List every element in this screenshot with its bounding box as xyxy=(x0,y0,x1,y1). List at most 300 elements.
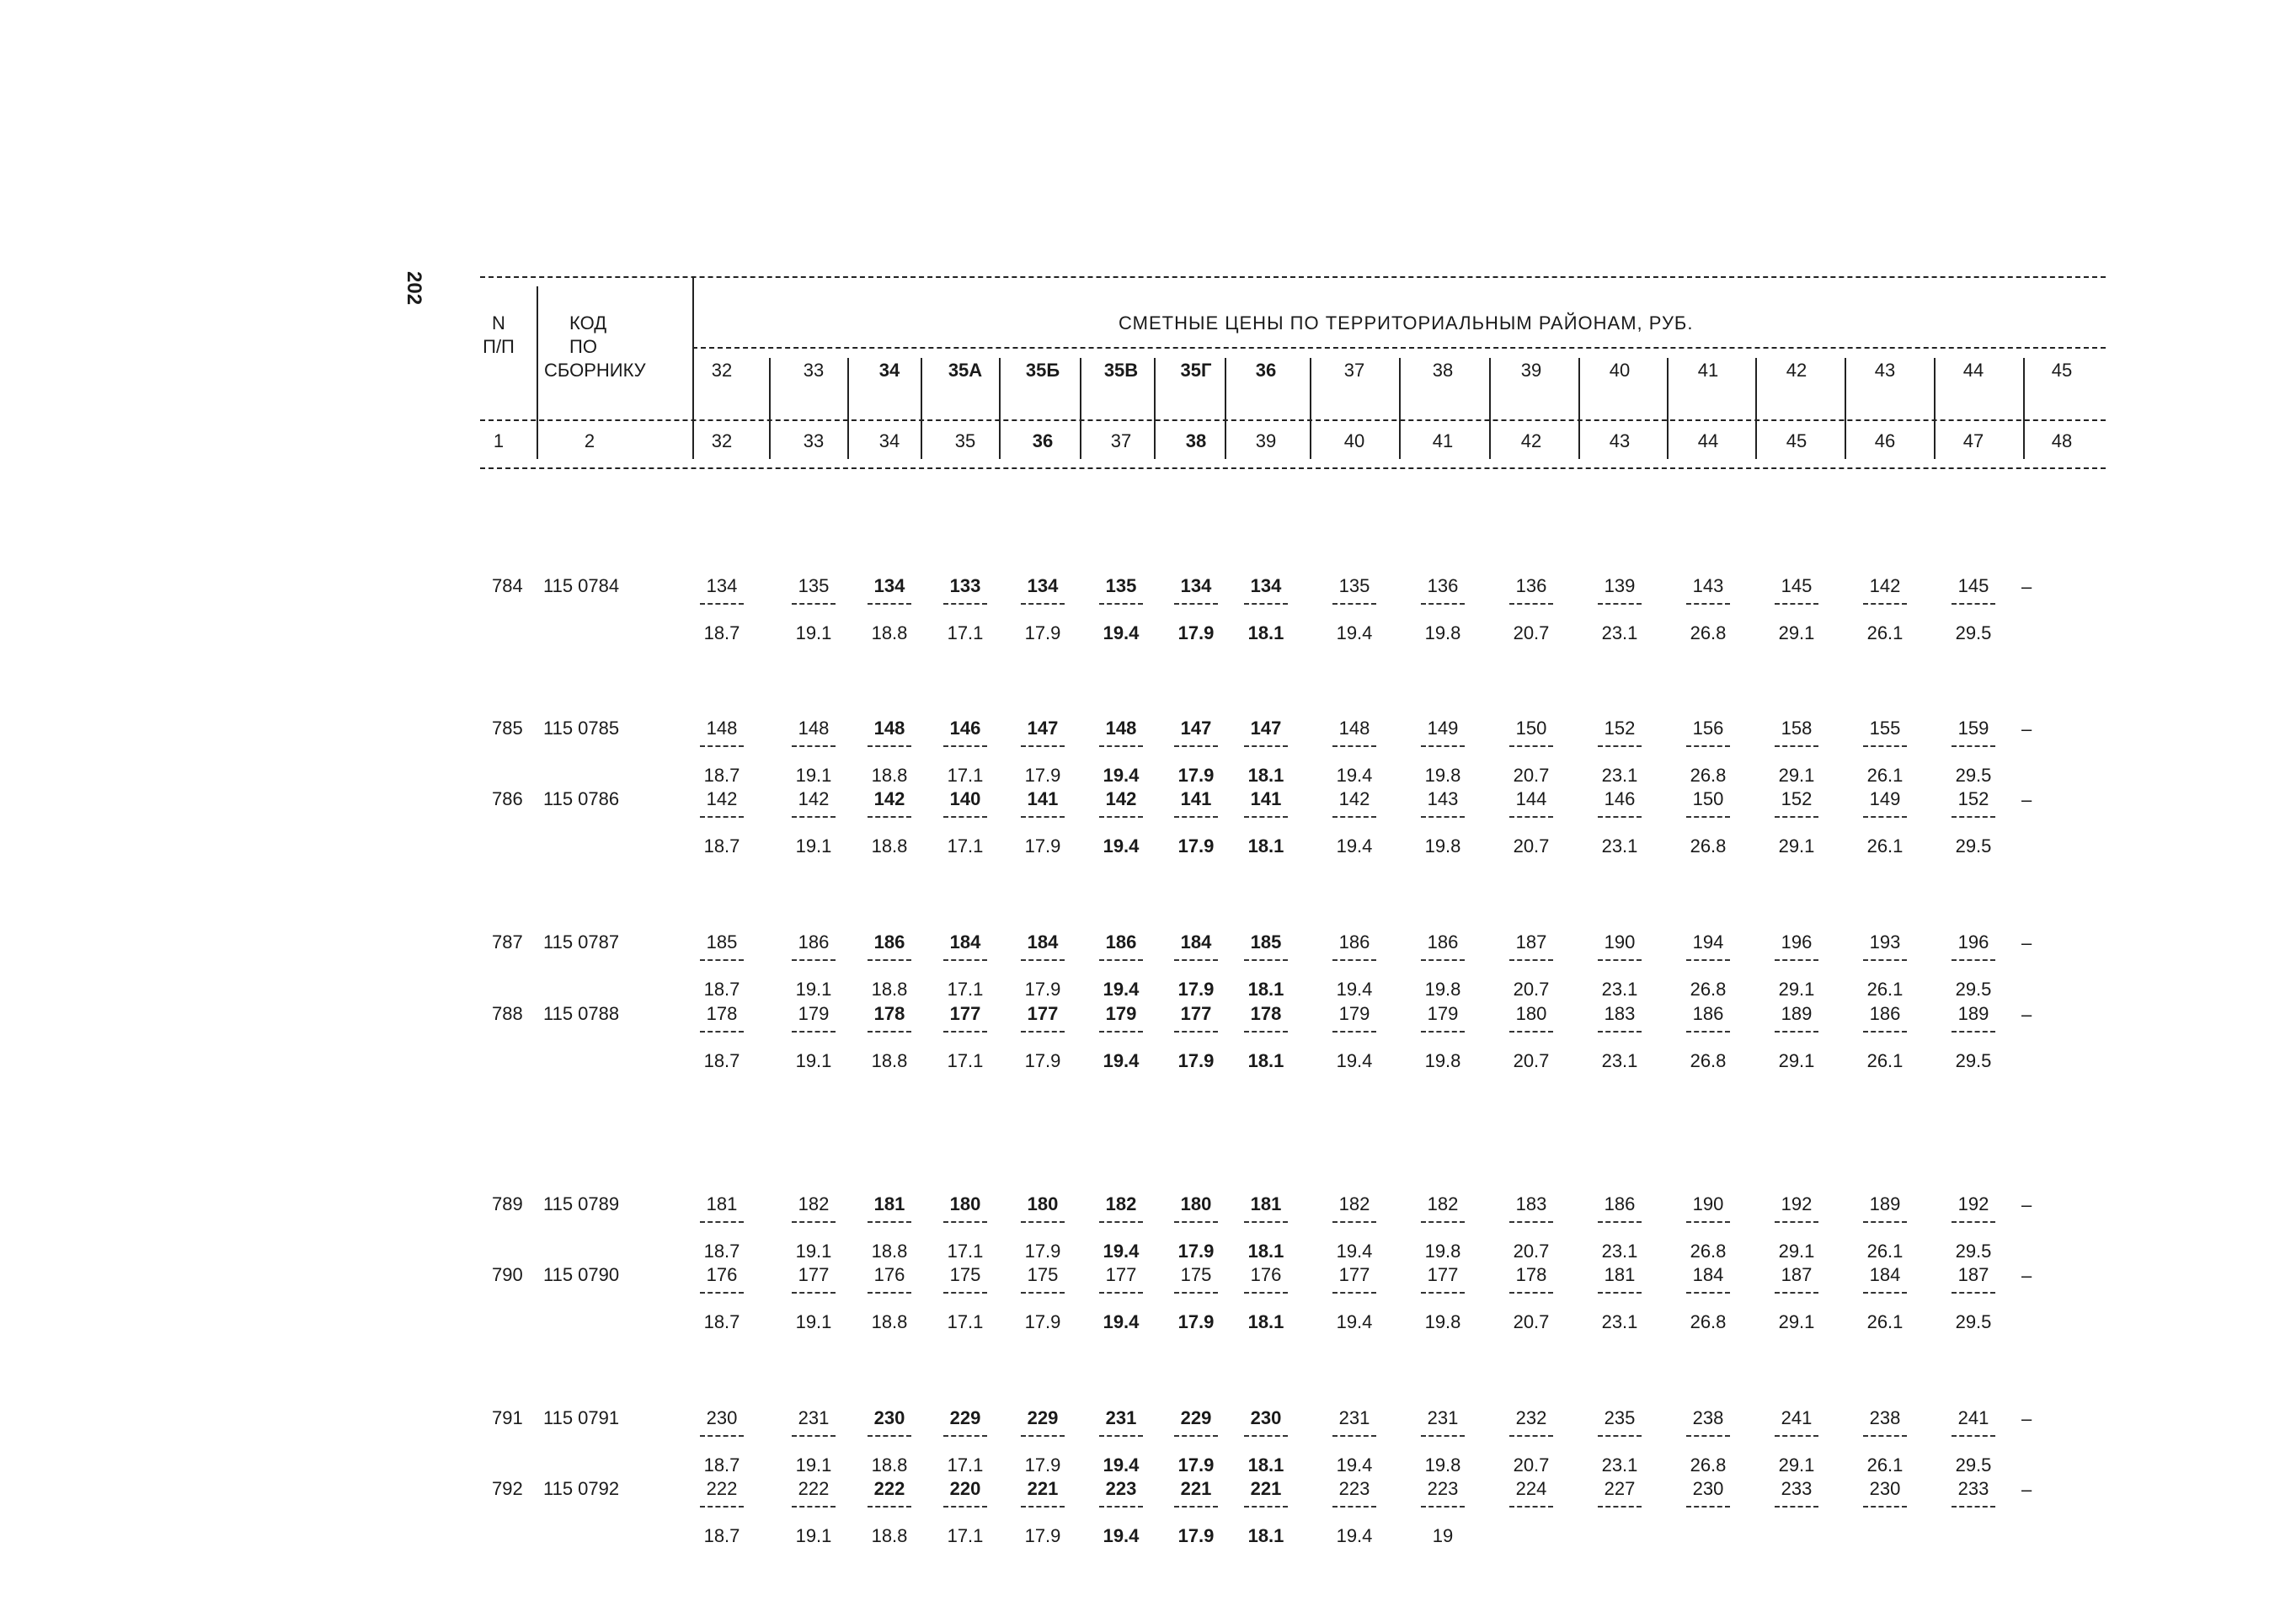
coef-value: 17.9 xyxy=(1024,622,1061,643)
coef-value: 19.4 xyxy=(1103,622,1140,643)
coef-value: 19.4 xyxy=(1103,1241,1140,1262)
fraction-rule xyxy=(1244,1031,1288,1033)
no-value-dash: – xyxy=(2021,1004,2032,1025)
coef-value: 19.1 xyxy=(795,1241,832,1262)
fraction-rule xyxy=(792,1506,836,1508)
coef-value: 18.7 xyxy=(703,1050,740,1071)
col-number: 35 xyxy=(954,430,976,451)
coef-value: 17.9 xyxy=(1177,1454,1215,1476)
fraction-rule xyxy=(1863,745,1907,747)
price-value: 178 xyxy=(1515,1264,1547,1285)
fraction-rule xyxy=(1099,959,1143,961)
coef-value: 29.1 xyxy=(1778,979,1815,1000)
price-value: 143 xyxy=(1427,788,1459,809)
price-value: 141 xyxy=(1250,788,1282,809)
fraction-rule xyxy=(1509,1221,1553,1223)
coef-value: 19.4 xyxy=(1336,1525,1373,1546)
fraction-rule xyxy=(1775,816,1818,818)
col-number: 33 xyxy=(803,430,825,451)
price-value: 232 xyxy=(1515,1407,1547,1428)
fraction-rule xyxy=(1244,603,1288,605)
price-value: 147 xyxy=(1250,718,1282,739)
coef-value: 18.7 xyxy=(703,622,740,643)
fraction-rule xyxy=(700,603,744,605)
coef-value: 18.1 xyxy=(1247,1454,1284,1476)
fraction-rule xyxy=(1099,1506,1143,1508)
coef-value: 17.9 xyxy=(1024,1454,1061,1476)
fraction-rule xyxy=(1686,1435,1730,1437)
price-value: 229 xyxy=(1180,1407,1212,1428)
coef-value: 20.7 xyxy=(1513,765,1550,786)
fraction-rule xyxy=(1421,816,1465,818)
price-value: 140 xyxy=(949,788,981,809)
fraction-rule xyxy=(1244,1506,1288,1508)
fraction-rule xyxy=(1509,816,1553,818)
row-number: 784 xyxy=(492,575,523,596)
fraction-rule xyxy=(1421,1221,1465,1223)
fraction-rule xyxy=(943,1292,987,1294)
row-number: 792 xyxy=(492,1478,523,1499)
district-label: 41 xyxy=(1697,360,1719,381)
header-vrule xyxy=(1755,358,1757,459)
district-label: 45 xyxy=(2051,360,2073,381)
price-value: 136 xyxy=(1427,575,1459,596)
coef-value: 26.1 xyxy=(1866,765,1904,786)
coef-value: 18.1 xyxy=(1247,979,1284,1000)
coef-value: 26.1 xyxy=(1866,1050,1904,1071)
col-code-label: ПО xyxy=(569,336,597,357)
price-value: 184 xyxy=(949,931,981,953)
price-value: 187 xyxy=(1957,1264,1989,1285)
district-label: 35В xyxy=(1103,360,1139,381)
coef-value: 17.9 xyxy=(1177,1311,1215,1332)
price-value: 148 xyxy=(798,718,830,739)
header-top-rule xyxy=(480,276,2106,278)
fraction-rule xyxy=(1863,603,1907,605)
coef-value: 17.9 xyxy=(1024,1311,1061,1332)
header-vrule xyxy=(769,358,771,459)
coef-value: 18.8 xyxy=(871,622,908,643)
coef-value: 19.8 xyxy=(1424,765,1461,786)
price-value: 136 xyxy=(1515,575,1547,596)
no-value-dash: – xyxy=(2021,1408,2032,1429)
price-value: 233 xyxy=(1957,1478,1989,1499)
fraction-rule xyxy=(792,745,836,747)
price-value: 142 xyxy=(873,788,905,809)
coef-value: 17.9 xyxy=(1024,979,1061,1000)
price-value: 231 xyxy=(1427,1407,1459,1428)
fraction-rule xyxy=(1952,1031,1995,1033)
fraction-rule xyxy=(1686,1221,1730,1223)
price-value: 141 xyxy=(1027,788,1059,809)
fraction-rule xyxy=(1509,1031,1553,1033)
coef-value: 20.7 xyxy=(1513,1311,1550,1332)
coef-value: 19.1 xyxy=(795,1311,832,1332)
price-value: 230 xyxy=(1869,1478,1901,1499)
fraction-rule xyxy=(1174,1221,1218,1223)
fraction-rule xyxy=(1174,745,1218,747)
coef-value: 19.1 xyxy=(795,835,832,857)
price-value: 178 xyxy=(706,1003,738,1024)
fraction-rule xyxy=(1021,1506,1065,1508)
fraction-rule xyxy=(1421,1506,1465,1508)
fraction-rule xyxy=(1775,1031,1818,1033)
row-code: 115 0788 xyxy=(543,1003,620,1024)
price-value: 186 xyxy=(1692,1003,1724,1024)
price-value: 189 xyxy=(1781,1003,1813,1024)
fraction-rule xyxy=(1021,959,1065,961)
price-value: 148 xyxy=(1338,718,1370,739)
header-vrule xyxy=(1225,358,1226,459)
price-value: 134 xyxy=(873,575,905,596)
row-number: 786 xyxy=(492,788,523,809)
no-value-dash: – xyxy=(2021,576,2032,597)
price-value: 134 xyxy=(706,575,738,596)
fraction-rule xyxy=(1509,1292,1553,1294)
fraction-rule xyxy=(1775,959,1818,961)
col-number: 38 xyxy=(1185,430,1207,451)
price-value: 221 xyxy=(1180,1478,1212,1499)
fraction-rule xyxy=(868,1221,911,1223)
coef-value: 19.4 xyxy=(1103,835,1140,857)
price-value: 229 xyxy=(1027,1407,1059,1428)
price-value: 134 xyxy=(1250,575,1282,596)
coef-value: 19.1 xyxy=(795,622,832,643)
coef-value: 26.1 xyxy=(1866,622,1904,643)
coef-value: 20.7 xyxy=(1513,1241,1550,1262)
price-value: 222 xyxy=(873,1478,905,1499)
fraction-rule xyxy=(1244,1292,1288,1294)
price-value: 227 xyxy=(1604,1478,1636,1499)
price-value: 150 xyxy=(1692,788,1724,809)
header-vrule xyxy=(1578,358,1580,459)
price-value: 190 xyxy=(1692,1193,1724,1214)
fraction-rule xyxy=(1332,603,1376,605)
price-value: 135 xyxy=(1338,575,1370,596)
fraction-rule xyxy=(1686,603,1730,605)
coef-value: 26.1 xyxy=(1866,1311,1904,1332)
coef-value: 19.4 xyxy=(1336,835,1373,857)
coef-value: 29.5 xyxy=(1955,622,1992,643)
fraction-rule xyxy=(1598,1435,1642,1437)
price-value: 196 xyxy=(1781,931,1813,953)
col-number: 39 xyxy=(1255,430,1277,451)
coef-value: 19.8 xyxy=(1424,1454,1461,1476)
fraction-rule xyxy=(868,1435,911,1437)
coef-value: 29.5 xyxy=(1955,1454,1992,1476)
district-label: 34 xyxy=(878,360,900,381)
price-value: 180 xyxy=(1180,1193,1212,1214)
fraction-rule xyxy=(700,1031,744,1033)
col-number: 43 xyxy=(1609,430,1631,451)
coef-value: 29.5 xyxy=(1955,1241,1992,1262)
price-value: 177 xyxy=(1027,1003,1059,1024)
fraction-rule xyxy=(1686,816,1730,818)
district-label: 43 xyxy=(1874,360,1896,381)
price-value: 141 xyxy=(1180,788,1212,809)
coef-value: 19.4 xyxy=(1336,1311,1373,1332)
coef-value: 18.1 xyxy=(1247,1050,1284,1071)
row-number: 787 xyxy=(492,931,523,953)
price-value: 175 xyxy=(1027,1264,1059,1285)
coef-value: 23.1 xyxy=(1601,1241,1638,1262)
price-value: 230 xyxy=(1692,1478,1724,1499)
fraction-rule xyxy=(1863,1221,1907,1223)
row-code: 115 0786 xyxy=(543,788,620,809)
coef-value: 29.5 xyxy=(1955,835,1992,857)
fraction-rule xyxy=(943,745,987,747)
price-value: 177 xyxy=(949,1003,981,1024)
header-title: СМЕТНЫЕ ЦЕНЫ ПО ТЕРРИТОРИАЛЬНЫМ РАЙОНАМ, РУБ. xyxy=(1119,312,1694,334)
col-number: 41 xyxy=(1432,430,1454,451)
coef-value: 17.1 xyxy=(947,1050,984,1071)
fraction-rule xyxy=(1244,1221,1288,1223)
price-value: 134 xyxy=(1027,575,1059,596)
fraction-rule xyxy=(1775,1292,1818,1294)
coef-value: 18.1 xyxy=(1247,1525,1284,1546)
price-value: 142 xyxy=(1338,788,1370,809)
fraction-rule xyxy=(868,603,911,605)
coef-value: 23.1 xyxy=(1601,765,1638,786)
coef-value: 18.1 xyxy=(1247,765,1284,786)
price-value: 145 xyxy=(1781,575,1813,596)
coef-value: 19.4 xyxy=(1336,1050,1373,1071)
price-value: 187 xyxy=(1781,1264,1813,1285)
fraction-rule xyxy=(1244,1435,1288,1437)
fraction-rule xyxy=(700,816,744,818)
fraction-rule xyxy=(868,816,911,818)
coef-value: 17.1 xyxy=(947,1525,984,1546)
fraction-rule xyxy=(1021,1031,1065,1033)
price-value: 152 xyxy=(1781,788,1813,809)
fraction-rule xyxy=(1332,1292,1376,1294)
fraction-rule xyxy=(1863,959,1907,961)
coef-value: 26.8 xyxy=(1690,1241,1727,1262)
price-value: 184 xyxy=(1027,931,1059,953)
fraction-rule xyxy=(1598,1506,1642,1508)
price-value: 186 xyxy=(1338,931,1370,953)
price-value: 177 xyxy=(1427,1264,1459,1285)
coef-value: 26.1 xyxy=(1866,1454,1904,1476)
col-number: 46 xyxy=(1874,430,1896,451)
fraction-rule xyxy=(868,1031,911,1033)
coef-value: 17.9 xyxy=(1024,1525,1061,1546)
col-pp-label: П/П xyxy=(483,336,515,357)
coef-value: 18.8 xyxy=(871,1525,908,1546)
col-number: 37 xyxy=(1110,430,1132,451)
fraction-rule xyxy=(792,816,836,818)
coef-value: 18.7 xyxy=(703,765,740,786)
price-value: 184 xyxy=(1180,931,1212,953)
col-number: 34 xyxy=(878,430,900,451)
header-vrule xyxy=(999,358,1001,459)
col-index-2: 2 xyxy=(584,430,595,451)
coef-value: 29.1 xyxy=(1778,1454,1815,1476)
price-value: 176 xyxy=(873,1264,905,1285)
coef-value: 20.7 xyxy=(1513,835,1550,857)
price-value: 142 xyxy=(1869,575,1901,596)
coef-value: 17.9 xyxy=(1177,1241,1215,1262)
coef-value: 17.1 xyxy=(947,622,984,643)
price-value: 193 xyxy=(1869,931,1901,953)
district-label: 42 xyxy=(1786,360,1807,381)
price-value: 180 xyxy=(1515,1003,1547,1024)
col-n-label: N xyxy=(492,312,505,334)
price-value: 185 xyxy=(1250,931,1282,953)
col-number: 40 xyxy=(1343,430,1365,451)
price-value: 180 xyxy=(1027,1193,1059,1214)
fraction-rule xyxy=(943,603,987,605)
fraction-rule xyxy=(700,1506,744,1508)
header-vrule xyxy=(537,286,538,459)
price-value: 158 xyxy=(1781,718,1813,739)
district-label: 37 xyxy=(1343,360,1365,381)
coef-value: 29.5 xyxy=(1955,1311,1992,1332)
fraction-rule xyxy=(792,1292,836,1294)
price-value: 186 xyxy=(1869,1003,1901,1024)
fraction-rule xyxy=(868,745,911,747)
fraction-rule xyxy=(1952,1435,1995,1437)
fraction-rule xyxy=(1598,959,1642,961)
row-code: 115 0791 xyxy=(543,1407,620,1428)
row-number: 785 xyxy=(492,718,523,739)
price-value: 221 xyxy=(1027,1478,1059,1499)
price-value: 181 xyxy=(1604,1264,1636,1285)
price-value: 194 xyxy=(1692,931,1724,953)
fraction-rule xyxy=(1775,603,1818,605)
fraction-rule xyxy=(1863,1435,1907,1437)
coef-value: 18.1 xyxy=(1247,1311,1284,1332)
price-value: 155 xyxy=(1869,718,1901,739)
price-value: 196 xyxy=(1957,931,1989,953)
row-code: 115 0789 xyxy=(543,1193,620,1214)
coef-value: 17.9 xyxy=(1177,765,1215,786)
coef-value: 18.8 xyxy=(871,765,908,786)
no-value-dash: – xyxy=(2021,718,2032,739)
price-value: 176 xyxy=(706,1264,738,1285)
no-value-dash: – xyxy=(2021,1479,2032,1500)
fraction-rule xyxy=(1021,1292,1065,1294)
fraction-rule xyxy=(1598,1031,1642,1033)
price-value: 181 xyxy=(1250,1193,1282,1214)
price-value: 152 xyxy=(1957,788,1989,809)
price-value: 233 xyxy=(1781,1478,1813,1499)
price-value: 183 xyxy=(1515,1193,1547,1214)
coef-value: 17.9 xyxy=(1024,835,1061,857)
fraction-rule xyxy=(1244,816,1288,818)
price-value: 142 xyxy=(706,788,738,809)
coef-value: 26.1 xyxy=(1866,835,1904,857)
header-vrule xyxy=(1489,358,1491,459)
price-value: 223 xyxy=(1427,1478,1459,1499)
fraction-rule xyxy=(1332,816,1376,818)
fraction-rule xyxy=(1952,1506,1995,1508)
coef-value: 23.1 xyxy=(1601,622,1638,643)
fraction-rule xyxy=(1686,1292,1730,1294)
coef-value: 19.4 xyxy=(1336,765,1373,786)
district-label: 39 xyxy=(1520,360,1542,381)
fraction-rule xyxy=(1174,1292,1218,1294)
col-number: 44 xyxy=(1697,430,1719,451)
fraction-rule xyxy=(1174,1435,1218,1437)
fraction-rule xyxy=(943,1506,987,1508)
fraction-rule xyxy=(1775,1506,1818,1508)
fraction-rule xyxy=(1598,816,1642,818)
col-number: 42 xyxy=(1520,430,1542,451)
coef-value: 29.5 xyxy=(1955,979,1992,1000)
price-value: 186 xyxy=(873,931,905,953)
fraction-rule xyxy=(1421,603,1465,605)
coef-value: 19 xyxy=(1432,1525,1454,1546)
price-value: 230 xyxy=(1250,1407,1282,1428)
fraction-rule xyxy=(1332,1031,1376,1033)
fraction-rule xyxy=(1099,1435,1143,1437)
fraction-rule xyxy=(1421,1292,1465,1294)
fraction-rule xyxy=(1332,1221,1376,1223)
col-number: 45 xyxy=(1786,430,1807,451)
price-value: 182 xyxy=(798,1193,830,1214)
fraction-rule xyxy=(700,1292,744,1294)
coef-value: 19.8 xyxy=(1424,835,1461,857)
fraction-rule xyxy=(943,1221,987,1223)
fraction-rule xyxy=(1952,959,1995,961)
fraction-rule xyxy=(792,959,836,961)
row-code: 115 0784 xyxy=(543,575,620,596)
fraction-rule xyxy=(1775,1435,1818,1437)
price-value: 181 xyxy=(873,1193,905,1214)
fraction-rule xyxy=(1021,603,1065,605)
coef-value: 29.1 xyxy=(1778,765,1815,786)
fraction-rule xyxy=(1509,745,1553,747)
row-code: 115 0787 xyxy=(543,931,620,953)
header-vrule xyxy=(1310,358,1311,459)
fraction-rule xyxy=(943,1435,987,1437)
fraction-rule xyxy=(1421,1031,1465,1033)
fraction-rule xyxy=(1332,1506,1376,1508)
price-value: 134 xyxy=(1180,575,1212,596)
price-value: 146 xyxy=(1604,788,1636,809)
fraction-rule xyxy=(1686,745,1730,747)
price-value: 177 xyxy=(798,1264,830,1285)
price-value: 229 xyxy=(949,1407,981,1428)
col-number: 47 xyxy=(1962,430,1984,451)
col-number: 32 xyxy=(711,430,733,451)
fraction-rule xyxy=(1021,745,1065,747)
coef-value: 19.4 xyxy=(1336,1241,1373,1262)
price-value: 142 xyxy=(1105,788,1137,809)
coef-value: 19.4 xyxy=(1103,1311,1140,1332)
col-code-label: СБОРНИКУ xyxy=(544,360,646,381)
price-value: 186 xyxy=(1604,1193,1636,1214)
coef-value: 18.8 xyxy=(871,979,908,1000)
no-value-dash: – xyxy=(2021,1265,2032,1286)
price-value: 139 xyxy=(1604,575,1636,596)
price-value: 182 xyxy=(1338,1193,1370,1214)
coef-value: 19.1 xyxy=(795,1454,832,1476)
coef-value: 20.7 xyxy=(1513,1454,1550,1476)
fraction-rule xyxy=(700,1435,744,1437)
fraction-rule xyxy=(1174,603,1218,605)
fraction-rule xyxy=(1021,1435,1065,1437)
fraction-rule xyxy=(1863,1292,1907,1294)
coef-value: 29.5 xyxy=(1955,1050,1992,1071)
coef-value: 26.8 xyxy=(1690,1454,1727,1476)
price-value: 147 xyxy=(1180,718,1212,739)
coef-value: 17.1 xyxy=(947,1241,984,1262)
district-label: 36 xyxy=(1255,360,1277,381)
fraction-rule xyxy=(1021,1221,1065,1223)
price-value: 142 xyxy=(798,788,830,809)
